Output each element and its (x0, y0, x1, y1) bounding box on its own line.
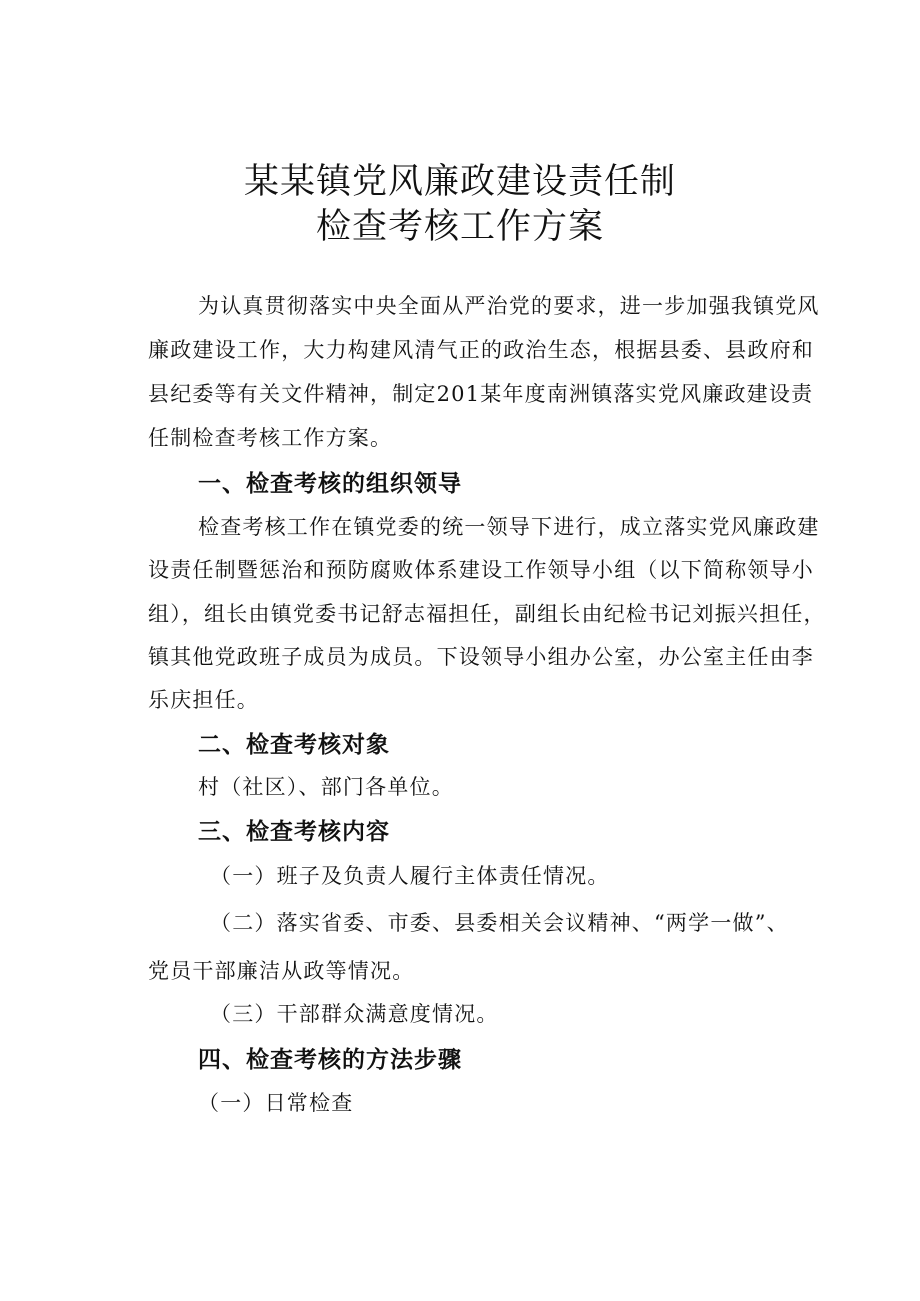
paragraph-line: 组），组长由镇党委书记舒志福担任，副组长由纪检书记刘振兴担任， (148, 602, 826, 626)
paragraph-line: 镇其他党政班子成员为成员。下设领导小组办公室，办公室主任由李 (148, 645, 814, 669)
paragraph-line: （二）落实省委、市委、县委相关会议精神、“两学一做”、 (210, 911, 789, 935)
intro-line: 县纪委等有关文件精神，制定201某年度南洲镇落实党风廉政建设责 (148, 382, 814, 406)
paragraph-line: （一）日常检查 (198, 1091, 354, 1115)
document-title-line-1: 某某镇党风廉政建设责任制 (243, 162, 676, 202)
paragraph-line: 村（社区）、部门各单位。 (198, 775, 454, 799)
paragraph-line: （一）班子及负责人履行主体责任情况。 (210, 864, 610, 888)
section-heading: 二、检查考核对象 (198, 732, 390, 758)
section-heading: 四、检查考核的方法步骤 (198, 1047, 462, 1073)
paragraph-line: 检查考核工作在镇党委的统一领导下进行，成立落实党风廉政建 (198, 515, 820, 539)
paragraph-line: 设责任制暨惩治和预防腐败体系建设工作领导小组（以下简称领导小 (148, 558, 814, 582)
intro-line: 为认真贯彻落实中央全面从严治党的要求，进一步加强我镇党风 (198, 294, 820, 318)
intro-line: 任制检查考核工作方案。 (148, 426, 393, 450)
intro-line: 廉政建设工作，大力构建风清气正的政治生态，根据县委、县政府和 (148, 338, 814, 362)
section-heading: 一、检查考核的组织领导 (198, 471, 462, 497)
paragraph-line: 党员干部廉洁从政等情况。 (148, 959, 415, 983)
paragraph-line: （三）干部群众满意度情况。 (210, 1002, 499, 1026)
section-heading: 三、检查考核内容 (198, 819, 390, 845)
document-title-line-2: 检查考核工作方案 (315, 207, 604, 247)
paragraph-line: 乐庆担任。 (148, 688, 259, 712)
